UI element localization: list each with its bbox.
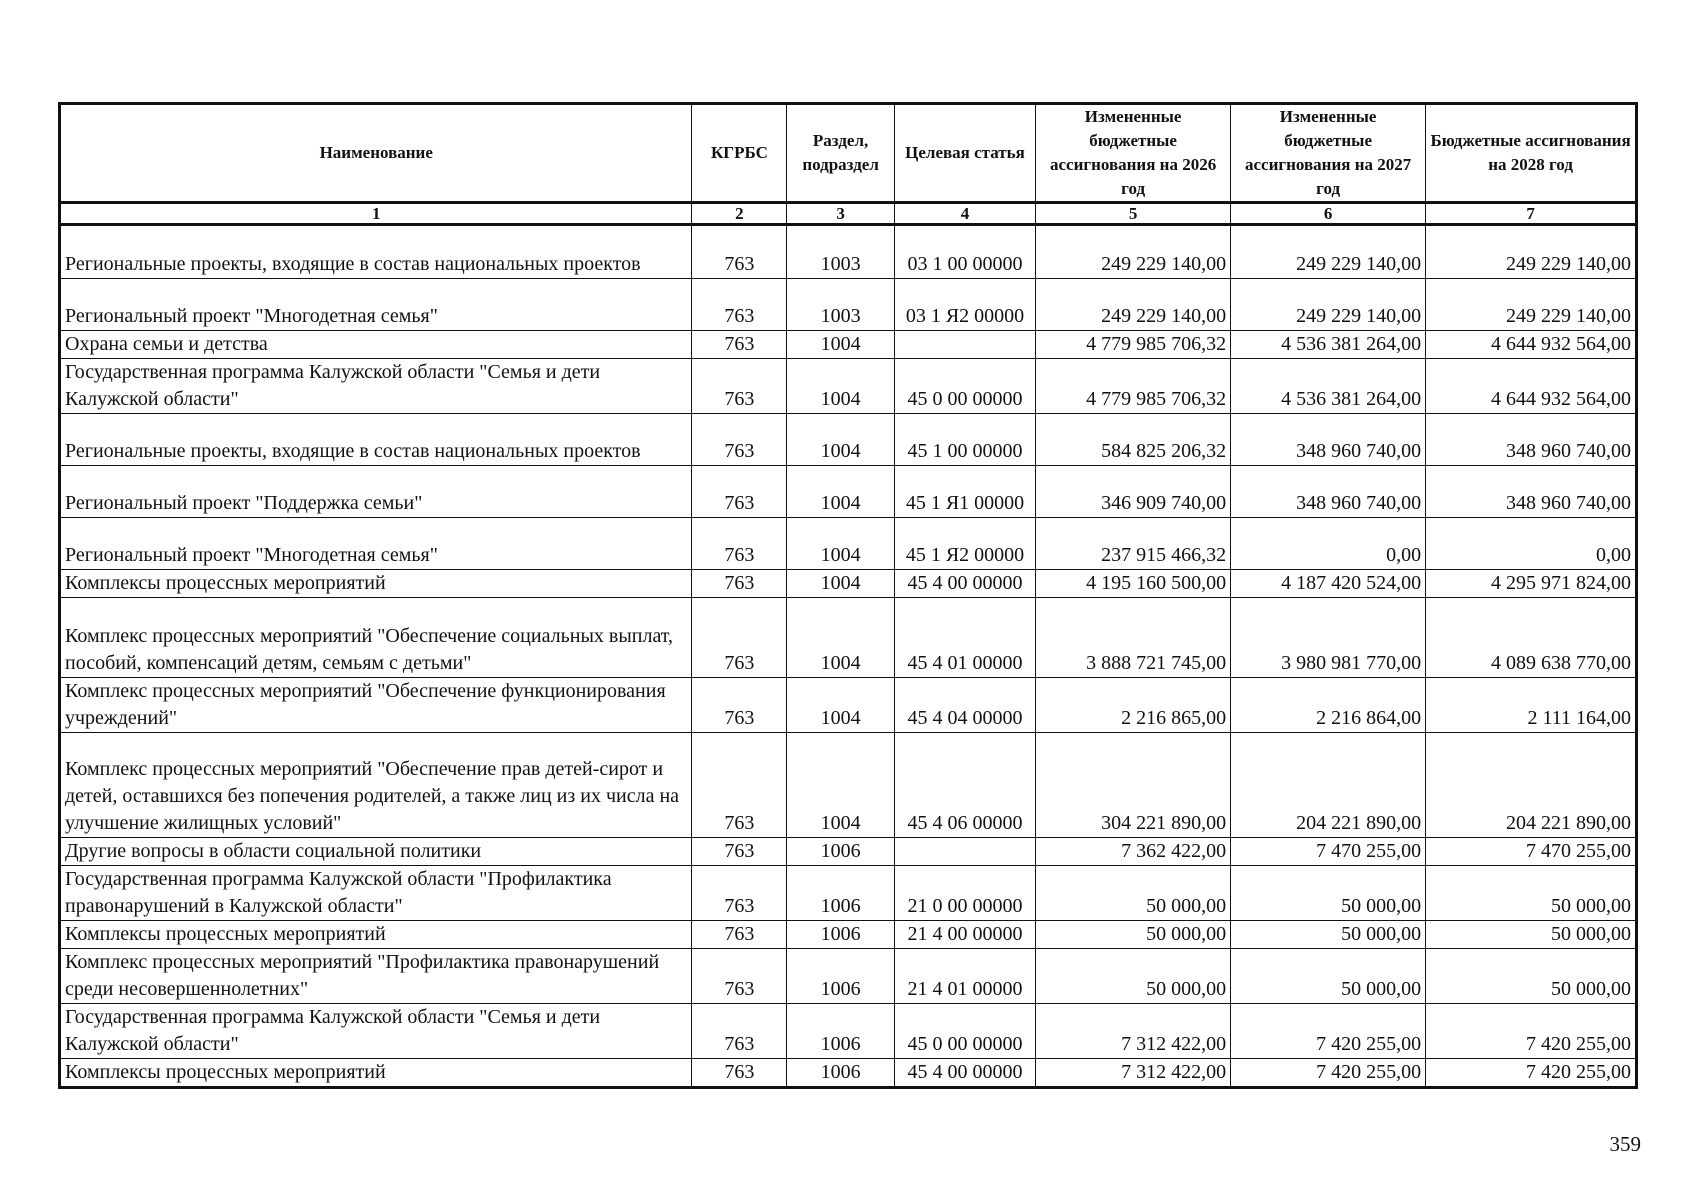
row-target-article: 45 4 00 00000 xyxy=(894,570,1035,598)
row-name: Комплекс процессных мероприятий "Обеспечение функционирования учреждений" xyxy=(60,678,692,733)
row-section: 1004 xyxy=(787,466,895,518)
row-section: 1006 xyxy=(787,1059,895,1088)
row-amount-2028: 204 221 890,00 xyxy=(1426,733,1637,838)
table-row xyxy=(60,225,1637,279)
row-kgrbs: 763 xyxy=(692,225,787,279)
budget-table-sheet xyxy=(58,102,1638,1089)
header-kgrbs: КГРБС xyxy=(692,104,787,203)
row-kgrbs: 763 xyxy=(692,1004,787,1059)
row-name: Другие вопросы в области социальной политики xyxy=(60,838,692,866)
row-amount-2028: 50 000,00 xyxy=(1426,921,1637,949)
row-amount-2026: 50 000,00 xyxy=(1036,949,1231,1004)
row-amount-2027: 4 187 420 524,00 xyxy=(1231,570,1426,598)
column-number: 4 xyxy=(894,203,1035,225)
table-row xyxy=(60,466,1637,518)
row-amount-2026: 237 915 466,32 xyxy=(1036,518,1231,570)
header-section: Раздел, подраздел xyxy=(787,104,895,203)
column-number: 5 xyxy=(1036,203,1231,225)
column-number-row xyxy=(60,203,1637,225)
row-amount-2027: 7 470 255,00 xyxy=(1231,838,1426,866)
row-name: Государственная программа Калужской области "Семья и дети Калужской области" xyxy=(60,1004,692,1059)
row-amount-2026: 584 825 206,32 xyxy=(1036,414,1231,466)
table-row xyxy=(60,921,1637,949)
budget-table xyxy=(58,102,1638,1089)
column-number: 7 xyxy=(1426,203,1637,225)
row-section: 1006 xyxy=(787,949,895,1004)
row-amount-2028: 4 295 971 824,00 xyxy=(1426,570,1637,598)
row-section: 1004 xyxy=(787,598,895,678)
row-amount-2028: 0,00 xyxy=(1426,518,1637,570)
page-number: 359 xyxy=(1609,1132,1641,1156)
row-target-article: 45 4 04 00000 xyxy=(894,678,1035,733)
row-amount-2026: 4 779 985 706,32 xyxy=(1036,359,1231,414)
row-amount-2026: 7 362 422,00 xyxy=(1036,838,1231,866)
row-section: 1006 xyxy=(787,838,895,866)
row-amount-2027: 7 420 255,00 xyxy=(1231,1004,1426,1059)
row-amount-2027: 4 536 381 264,00 xyxy=(1231,331,1426,359)
table-row xyxy=(60,1059,1637,1088)
row-amount-2026: 2 216 865,00 xyxy=(1036,678,1231,733)
row-kgrbs: 763 xyxy=(692,733,787,838)
row-amount-2027: 0,00 xyxy=(1231,518,1426,570)
row-name: Государственная программа Калужской области "Семья и дети Калужской области" xyxy=(60,359,692,414)
row-target-article: 03 1 Я2 00000 xyxy=(894,279,1035,331)
row-target-article xyxy=(894,331,1035,359)
row-amount-2027: 50 000,00 xyxy=(1231,921,1426,949)
row-amount-2027: 2 216 864,00 xyxy=(1231,678,1426,733)
table-row xyxy=(60,1004,1637,1059)
row-kgrbs: 763 xyxy=(692,678,787,733)
row-amount-2027: 50 000,00 xyxy=(1231,949,1426,1004)
row-amount-2028: 7 470 255,00 xyxy=(1426,838,1637,866)
table-row xyxy=(60,518,1637,570)
row-amount-2027: 7 420 255,00 xyxy=(1231,1059,1426,1088)
row-amount-2026: 249 229 140,00 xyxy=(1036,225,1231,279)
row-target-article: 45 4 00 00000 xyxy=(894,1059,1035,1088)
table-row xyxy=(60,866,1637,921)
row-name: Комплекс процессных мероприятий "Обеспечение социальных выплат, пособий, компенсаций детям, семьям с детьми" xyxy=(60,598,692,678)
row-name: Комплекс процессных мероприятий "Профилактика правонарушений среди несовершеннолетних" xyxy=(60,949,692,1004)
row-kgrbs: 763 xyxy=(692,359,787,414)
table-row xyxy=(60,414,1637,466)
row-target-article: 03 1 00 00000 xyxy=(894,225,1035,279)
row-amount-2026: 7 312 422,00 xyxy=(1036,1059,1231,1088)
row-target-article: 45 1 Я1 00000 xyxy=(894,466,1035,518)
row-kgrbs: 763 xyxy=(692,279,787,331)
row-target-article: 45 0 00 00000 xyxy=(894,1004,1035,1059)
column-number: 2 xyxy=(692,203,787,225)
header-target-article: Целевая статья xyxy=(894,104,1035,203)
row-amount-2028: 7 420 255,00 xyxy=(1426,1059,1637,1088)
table-header-row xyxy=(60,104,1637,203)
table-row xyxy=(60,733,1637,838)
row-target-article: 45 4 06 00000 xyxy=(894,733,1035,838)
row-section: 1004 xyxy=(787,518,895,570)
row-kgrbs: 763 xyxy=(692,331,787,359)
table-row xyxy=(60,949,1637,1004)
row-section: 1006 xyxy=(787,921,895,949)
row-target-article xyxy=(894,838,1035,866)
row-amount-2026: 50 000,00 xyxy=(1036,921,1231,949)
header-name: Наименование xyxy=(60,104,692,203)
row-amount-2028: 4 644 932 564,00 xyxy=(1426,331,1637,359)
row-amount-2028: 7 420 255,00 xyxy=(1426,1004,1637,1059)
row-target-article: 45 1 00 00000 xyxy=(894,414,1035,466)
row-target-article: 45 0 00 00000 xyxy=(894,359,1035,414)
row-name: Комплекс процессных мероприятий "Обеспечение прав детей-сирот и детей, оставшихся без попечения родителей, а также лиц из их числа на улучшение жилищных условий" xyxy=(60,733,692,838)
row-amount-2028: 4 089 638 770,00 xyxy=(1426,598,1637,678)
row-section: 1004 xyxy=(787,359,895,414)
column-number: 3 xyxy=(787,203,895,225)
row-target-article: 21 4 01 00000 xyxy=(894,949,1035,1004)
row-amount-2026: 249 229 140,00 xyxy=(1036,279,1231,331)
row-amount-2028: 4 644 932 564,00 xyxy=(1426,359,1637,414)
row-name: Комплексы процессных мероприятий xyxy=(60,921,692,949)
row-amount-2026: 4 779 985 706,32 xyxy=(1036,331,1231,359)
row-kgrbs: 763 xyxy=(692,1059,787,1088)
row-section: 1004 xyxy=(787,733,895,838)
row-section: 1006 xyxy=(787,866,895,921)
row-amount-2028: 348 960 740,00 xyxy=(1426,466,1637,518)
row-name: Государственная программа Калужской области "Профилактика правонарушений в Калужской области" xyxy=(60,866,692,921)
table-row xyxy=(60,598,1637,678)
row-name: Охрана семьи и детства xyxy=(60,331,692,359)
row-amount-2027: 249 229 140,00 xyxy=(1231,279,1426,331)
row-kgrbs: 763 xyxy=(692,570,787,598)
header-2027: Измененные бюджетные ассигнования на 2027 год xyxy=(1231,104,1426,203)
column-number: 6 xyxy=(1231,203,1426,225)
header-2028: Бюджетные ассигнования на 2028 год xyxy=(1426,104,1637,203)
row-target-article: 21 0 00 00000 xyxy=(894,866,1035,921)
row-amount-2026: 304 221 890,00 xyxy=(1036,733,1231,838)
row-kgrbs: 763 xyxy=(692,466,787,518)
row-section: 1003 xyxy=(787,225,895,279)
row-kgrbs: 763 xyxy=(692,518,787,570)
row-section: 1004 xyxy=(787,331,895,359)
row-name: Региональный проект "Поддержка семьи" xyxy=(60,466,692,518)
row-kgrbs: 763 xyxy=(692,949,787,1004)
row-section: 1004 xyxy=(787,414,895,466)
row-amount-2027: 3 980 981 770,00 xyxy=(1231,598,1426,678)
column-number: 1 xyxy=(60,203,692,225)
table-body xyxy=(60,225,1637,1088)
row-section: 1003 xyxy=(787,279,895,331)
row-amount-2027: 50 000,00 xyxy=(1231,866,1426,921)
table-row xyxy=(60,838,1637,866)
row-amount-2028: 249 229 140,00 xyxy=(1426,279,1637,331)
row-name: Комплексы процессных мероприятий xyxy=(60,570,692,598)
row-amount-2028: 249 229 140,00 xyxy=(1426,225,1637,279)
row-kgrbs: 763 xyxy=(692,921,787,949)
table-row xyxy=(60,678,1637,733)
row-amount-2028: 2 111 164,00 xyxy=(1426,678,1637,733)
row-target-article: 45 4 01 00000 xyxy=(894,598,1035,678)
row-amount-2026: 7 312 422,00 xyxy=(1036,1004,1231,1059)
row-amount-2026: 346 909 740,00 xyxy=(1036,466,1231,518)
row-section: 1004 xyxy=(787,678,895,733)
row-amount-2026: 3 888 721 745,00 xyxy=(1036,598,1231,678)
row-name: Региональный проект "Многодетная семья" xyxy=(60,518,692,570)
row-amount-2026: 4 195 160 500,00 xyxy=(1036,570,1231,598)
row-kgrbs: 763 xyxy=(692,866,787,921)
row-name: Региональные проекты, входящие в состав национальных проектов xyxy=(60,414,692,466)
table-row xyxy=(60,279,1637,331)
row-amount-2028: 50 000,00 xyxy=(1426,949,1637,1004)
row-kgrbs: 763 xyxy=(692,598,787,678)
row-section: 1006 xyxy=(787,1004,895,1059)
row-kgrbs: 763 xyxy=(692,414,787,466)
row-amount-2027: 348 960 740,00 xyxy=(1231,414,1426,466)
row-target-article: 21 4 00 00000 xyxy=(894,921,1035,949)
row-amount-2027: 348 960 740,00 xyxy=(1231,466,1426,518)
row-amount-2028: 348 960 740,00 xyxy=(1426,414,1637,466)
row-kgrbs: 763 xyxy=(692,838,787,866)
row-name: Комплексы процессных мероприятий xyxy=(60,1059,692,1088)
header-2026: Измененные бюджетные ассигнования на 2026 год xyxy=(1036,104,1231,203)
row-amount-2027: 249 229 140,00 xyxy=(1231,225,1426,279)
table-row xyxy=(60,359,1637,414)
row-name: Региональные проекты, входящие в состав национальных проектов xyxy=(60,225,692,279)
row-target-article: 45 1 Я2 00000 xyxy=(894,518,1035,570)
row-amount-2028: 50 000,00 xyxy=(1426,866,1637,921)
row-amount-2026: 50 000,00 xyxy=(1036,866,1231,921)
row-amount-2027: 4 536 381 264,00 xyxy=(1231,359,1426,414)
table-row xyxy=(60,331,1637,359)
row-name: Региональный проект "Многодетная семья" xyxy=(60,279,692,331)
row-amount-2027: 204 221 890,00 xyxy=(1231,733,1426,838)
row-section: 1004 xyxy=(787,570,895,598)
table-row xyxy=(60,570,1637,598)
